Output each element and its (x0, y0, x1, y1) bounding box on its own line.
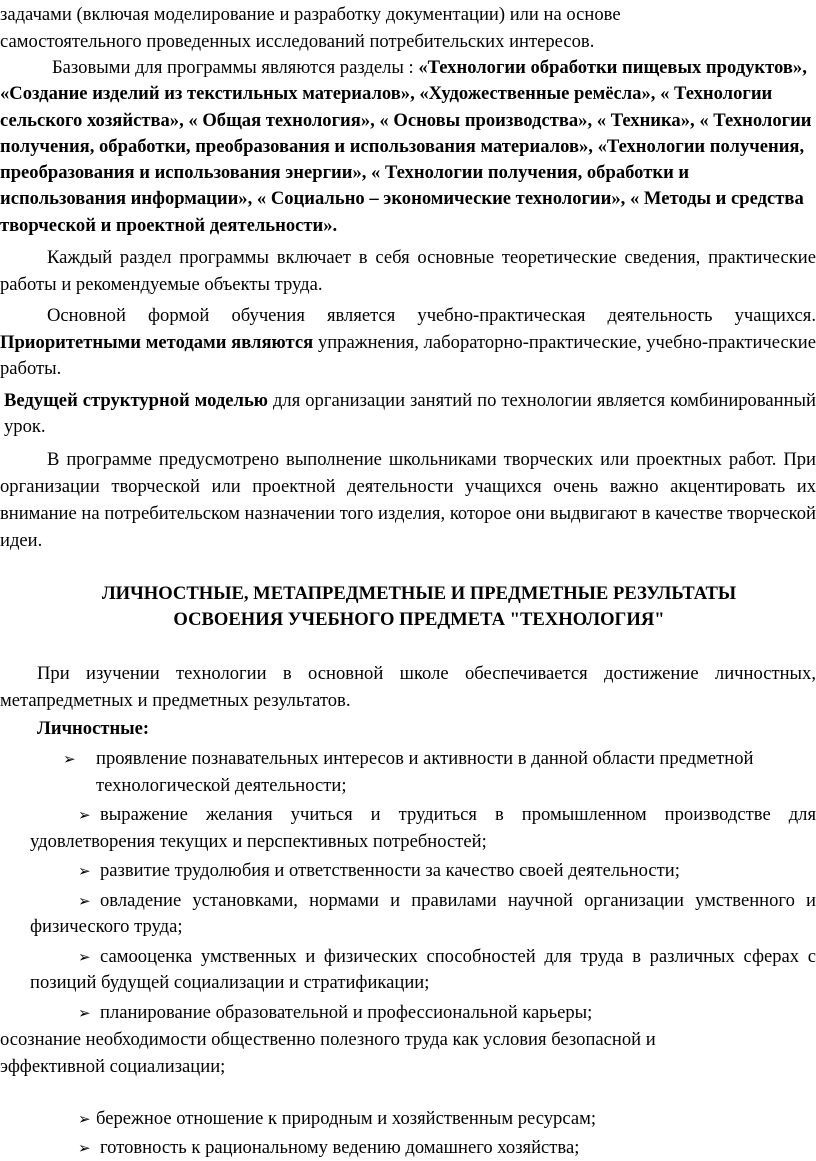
leading-model-paragraph (0, 388, 816, 441)
arrow-bullet-icon: ➢ (78, 862, 91, 881)
list-item (0, 1106, 816, 1133)
document-page (0, 2, 816, 1161)
sections-lead: Базовыми для программы являются разделы : (52, 57, 419, 78)
each-section-paragraph: Каждый раздел программы включает в себя основные теоретические сведения, практические работы и рекомендуемые объекты труда. (0, 247, 816, 295)
arrow-bullet-icon: ➢ (78, 1003, 91, 1022)
personal-results-list (0, 746, 816, 1026)
arrow-bullet-icon: ➢ (78, 947, 91, 966)
study-paragraph: При изучении технологии в основной школе обеспечивается достижение личностных, метапредметных и предметных результатов. (0, 662, 816, 711)
list-item (0, 746, 816, 799)
arrow-bullet-icon: ➢ (78, 1138, 91, 1157)
plain-list-item: осознание необходимости общественно полезного труда как условия безопасной и эффективной социализации; (0, 1029, 656, 1077)
priority-methods-text: упражнения, лабораторно-практические, учебно-практические работы. (0, 331, 816, 380)
main-form-paragraph (0, 303, 816, 383)
intro-line-2: самостоятельного проведенных исследований потребительских интересов. (0, 30, 595, 52)
list-item-text: самооценка умственных и физических способностей для труда в различных сферах с позиций будущей социализации и стратификации; (30, 945, 816, 994)
arrow-bullet-icon: ➢ (78, 806, 91, 825)
list-item-text: развитие трудолюбия и ответственности за качество своей деятельности; (100, 860, 680, 882)
heading-line-2: ОСВОЕНИЯ УЧЕБНОГО ПРЕДМЕТА "ТЕХНОЛОГИЯ" (173, 609, 665, 631)
list-item-text: планирование образовательной и профессиональной карьеры; (100, 1001, 593, 1023)
heading-line-1: ЛИЧНОСТНЫЕ, МЕТАПРЕДМЕТНЫЕ И ПРЕДМЕТНЫЕ РЕЗУЛЬТАТЫ (101, 582, 737, 604)
personal-results-label: Личностные: (37, 717, 150, 739)
list-item-text: овладение установками, нормами и правилами научной организации умственного и физического труда; (30, 889, 816, 938)
list-item-text: бережное отношение к природным и хозяйственным ресурсам; (96, 1108, 597, 1130)
list-item-text: выражение желания учиться и трудиться в промышленном производстве для удовлетворения текущих и перспективных потребностей; (30, 804, 816, 852)
list-item (0, 858, 816, 885)
program-paragraph: В программе предусмотрено выполнение школьниками творческих или проектных работ. При организации творческой или проектной деятельности учащихся очень важно акцентировать их внимание на потребительском назначении того изделия, которое они выдвигают в качестве творческой идеи. (0, 448, 816, 551)
personal-results-list-tail (0, 1106, 816, 1161)
list-item (0, 1135, 816, 1161)
priority-methods-bold: Приоритетными методами являются (0, 331, 314, 353)
sections-paragraph (0, 55, 816, 239)
list-item (0, 802, 816, 855)
sections-list-bold: «Технологии обработки пищевых продуктов», «Создание изделий из текстильных материалов», «Художественные ремёсла», « Технологии сельского хозяйства», « Общая технология», « Основы производства», « Техника», « Технологии получения, обработки, преобразования и использования материалов», «Технологии получения, преобразования и использования энергии», « Технологии получения, обработки и использования информации», « Социально – экономические технологии», « Методы и средства творческой и проектной деятельности». (0, 57, 812, 236)
intro-paragraph (0, 2, 816, 55)
main-form-text: Основной формой обучения является учебно-практическая деятельность учащихся. (47, 305, 816, 327)
list-item (0, 1000, 816, 1027)
list-item-text: проявление познавательных интересов и активности в данной области предметной технологической деятельности; (96, 748, 754, 796)
list-item (0, 888, 816, 941)
arrow-bullet-icon: ➢ (63, 750, 76, 769)
arrow-bullet-icon: ➢ (78, 891, 91, 910)
list-item (0, 944, 816, 997)
intro-line-1: задачами (включая моделирование и разработку документации) или на основе (0, 4, 621, 25)
arrow-bullet-icon: ➢ (78, 1110, 91, 1129)
leading-model-text: для организации занятий по технологии является комбинированный урок. (4, 389, 816, 438)
section-heading (0, 581, 816, 634)
leading-model-bold: Ведущей структурной моделью (4, 389, 268, 411)
list-item-text: готовность к рациональному ведению домашнего хозяйства; (100, 1136, 580, 1158)
